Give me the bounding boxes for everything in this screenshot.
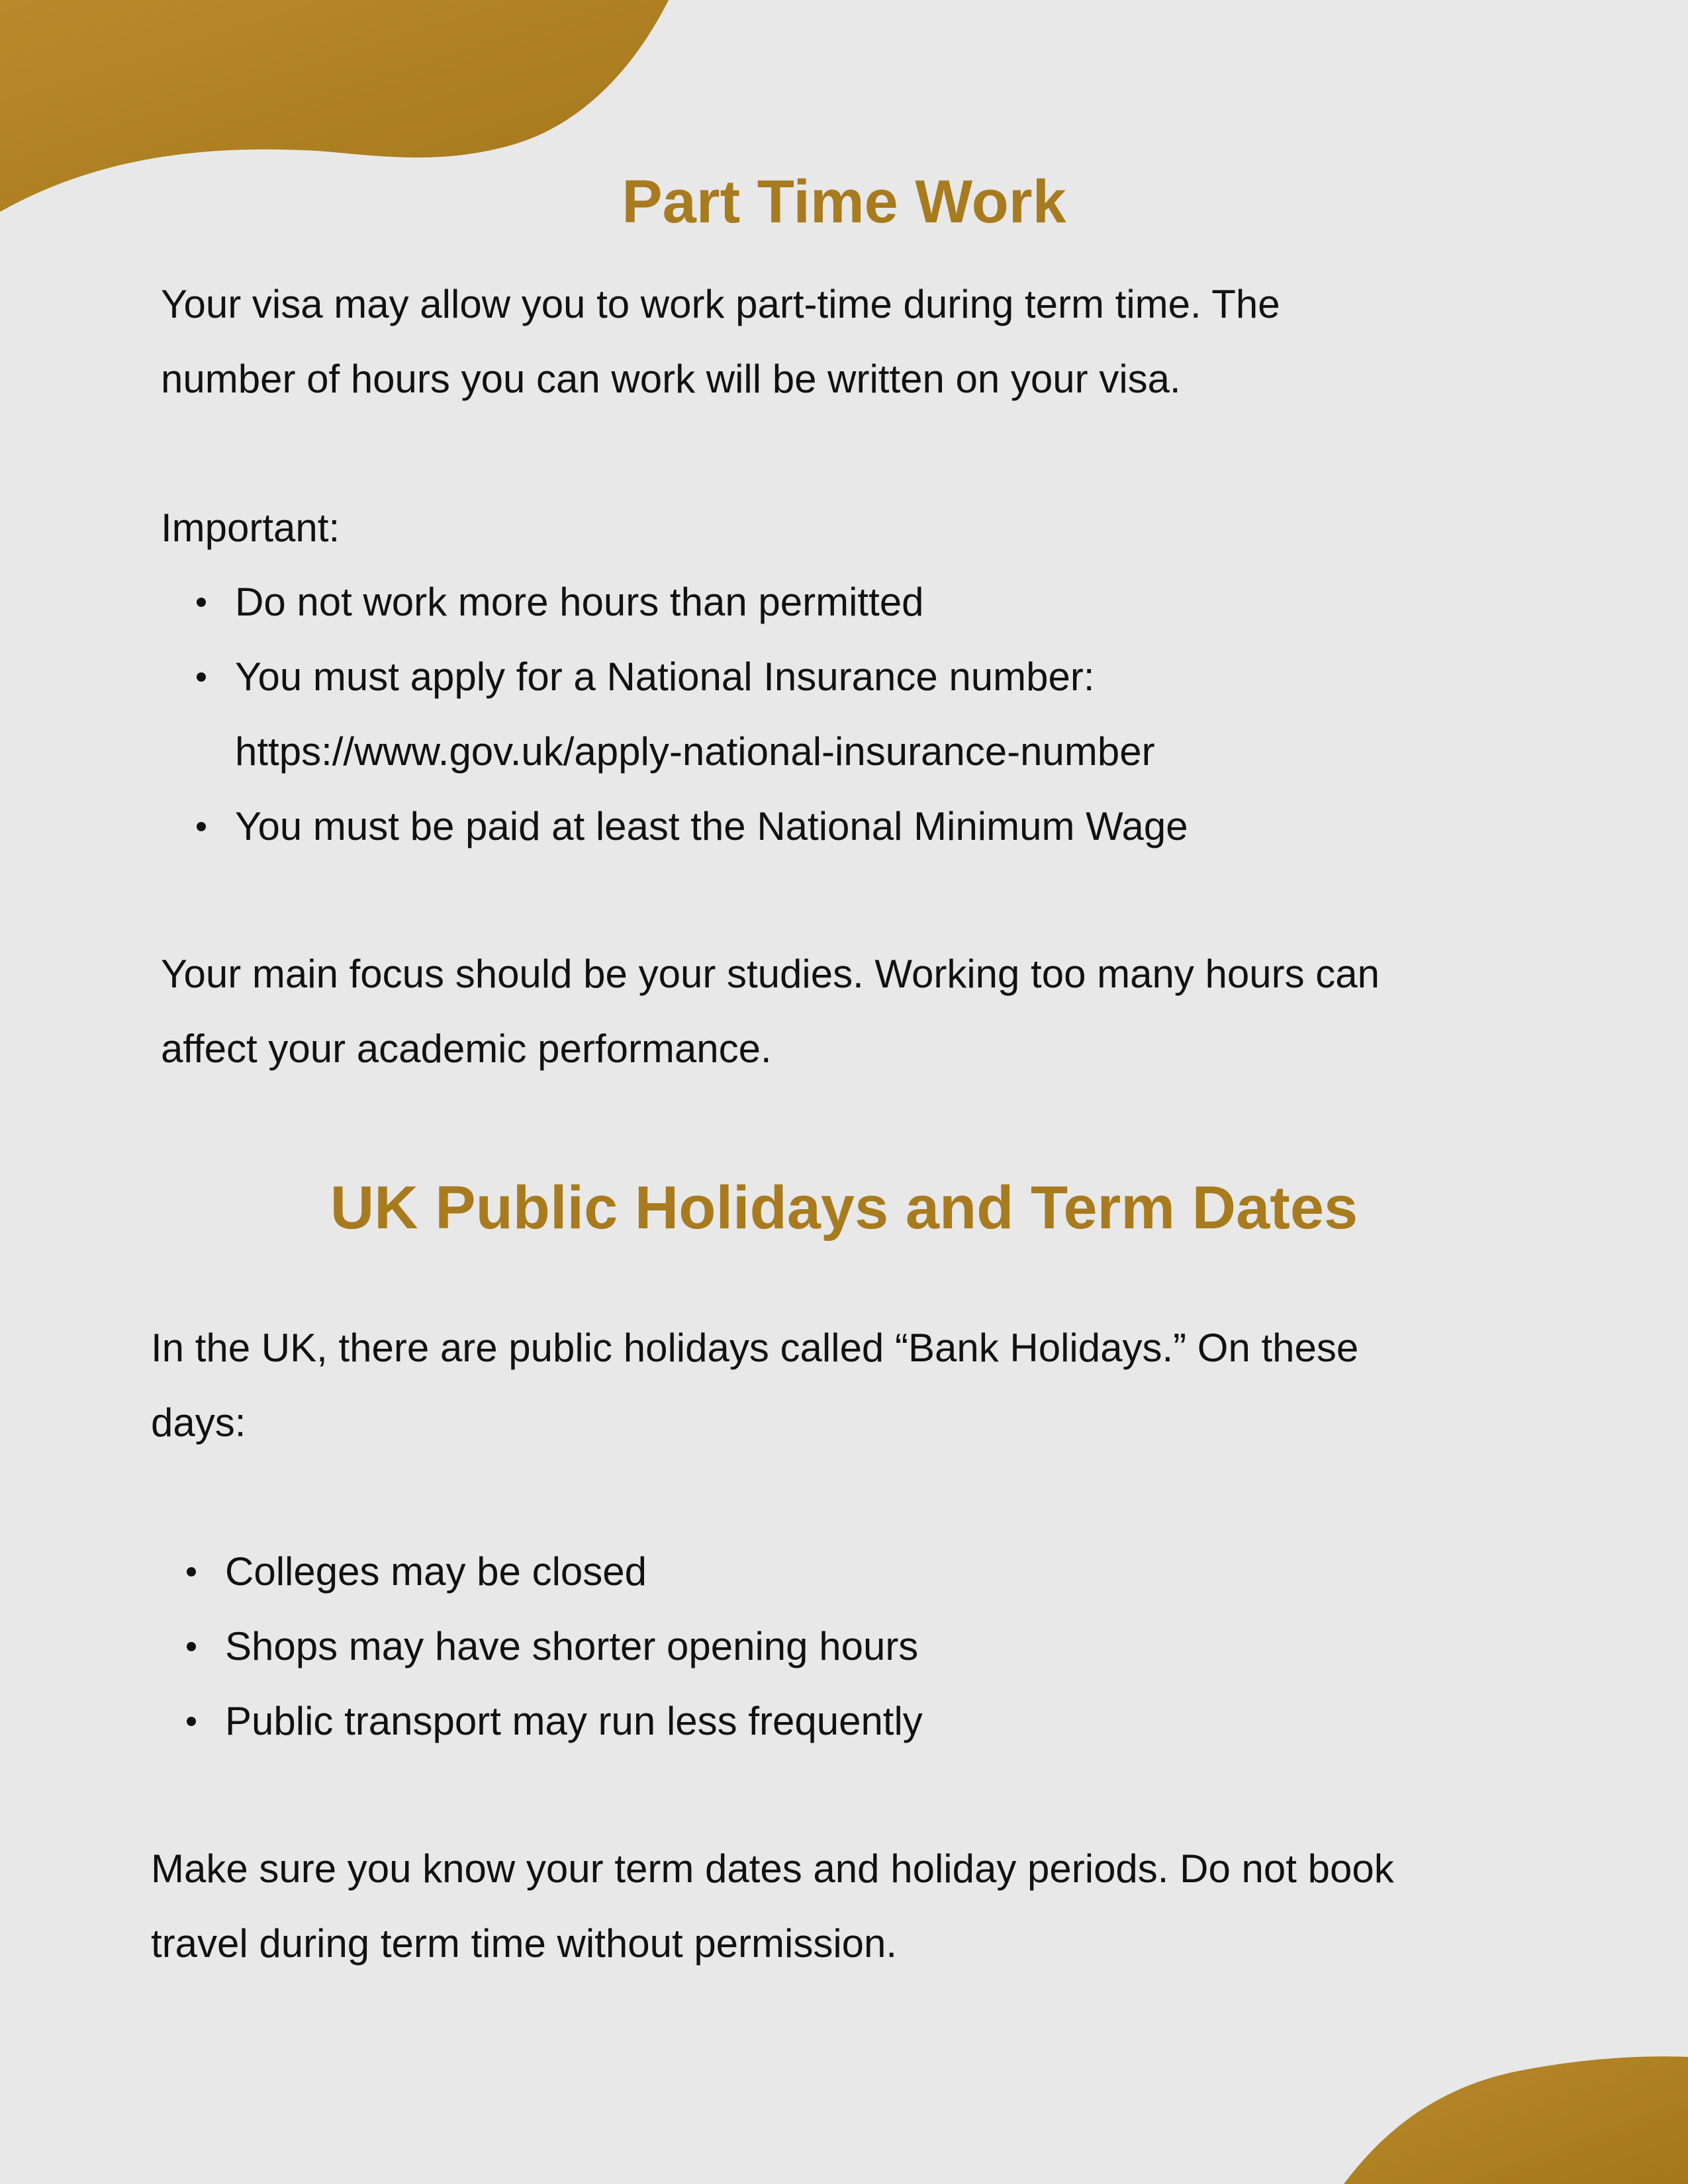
holidays-intro-line-1: In the UK, there are public holidays called “Bank Holidays.” On these <box>151 1326 1359 1370</box>
section-heading-public-holidays: UK Public Holidays and Term Dates <box>330 1174 1358 1242</box>
part-time-intro-line-2: number of hours you can work will be written on your visa. <box>161 357 1181 401</box>
important-label: Important: <box>161 506 340 550</box>
holidays-intro-line-2: days: <box>151 1400 246 1445</box>
part-time-focus-note <box>161 936 1584 1086</box>
holidays-bullet-list <box>151 1534 923 1758</box>
closing-note-line-1: Make sure you know your term dates and holiday periods. Do not book <box>151 1846 1394 1891</box>
part-time-intro-line-1: Your visa may allow you to work part-time during term time. The <box>161 282 1280 326</box>
section-heading-part-time-work: Part Time Work <box>622 168 1066 236</box>
bullet-text: Shops may have shorter opening hours <box>225 1624 919 1668</box>
list-item <box>161 565 1188 639</box>
bullet-icon <box>197 822 206 831</box>
holidays-intro <box>151 1310 1574 1460</box>
bullet-icon <box>197 672 206 682</box>
bullet-text: Colleges may be closed <box>225 1549 647 1594</box>
focus-note-line-2: affect your academic performance. <box>161 1026 772 1071</box>
part-time-bullet-list <box>161 565 1188 864</box>
focus-note-line-1: Your main focus should be your studies. Working too many hours can <box>161 952 1380 996</box>
list-item <box>151 1534 923 1609</box>
bullet-icon <box>197 598 206 607</box>
bullet-icon <box>187 1567 196 1576</box>
list-item <box>151 1684 923 1758</box>
holidays-closing-note <box>151 1831 1574 1981</box>
list-item <box>161 789 1188 864</box>
bullet-icon <box>187 1717 196 1726</box>
list-item <box>161 639 1188 789</box>
bullet-text: Public transport may run less frequently <box>225 1699 923 1743</box>
bullet-text: You must apply for a National Insurance number: <box>235 655 1095 699</box>
list-item <box>151 1609 923 1684</box>
part-time-intro <box>161 267 1584 416</box>
closing-note-line-2: travel during term time without permission. <box>151 1921 898 1966</box>
bullet-text: Do not work more hours than permitted <box>235 580 924 624</box>
bullet-text: You must be paid at least the National Minimum Wage <box>235 804 1188 848</box>
decorative-corner-shape-bottom <box>1344 2052 1688 2184</box>
bullet-icon <box>187 1642 196 1651</box>
national-insurance-link[interactable]: https://www.gov.uk/apply-national-insurance-number <box>235 729 1155 774</box>
